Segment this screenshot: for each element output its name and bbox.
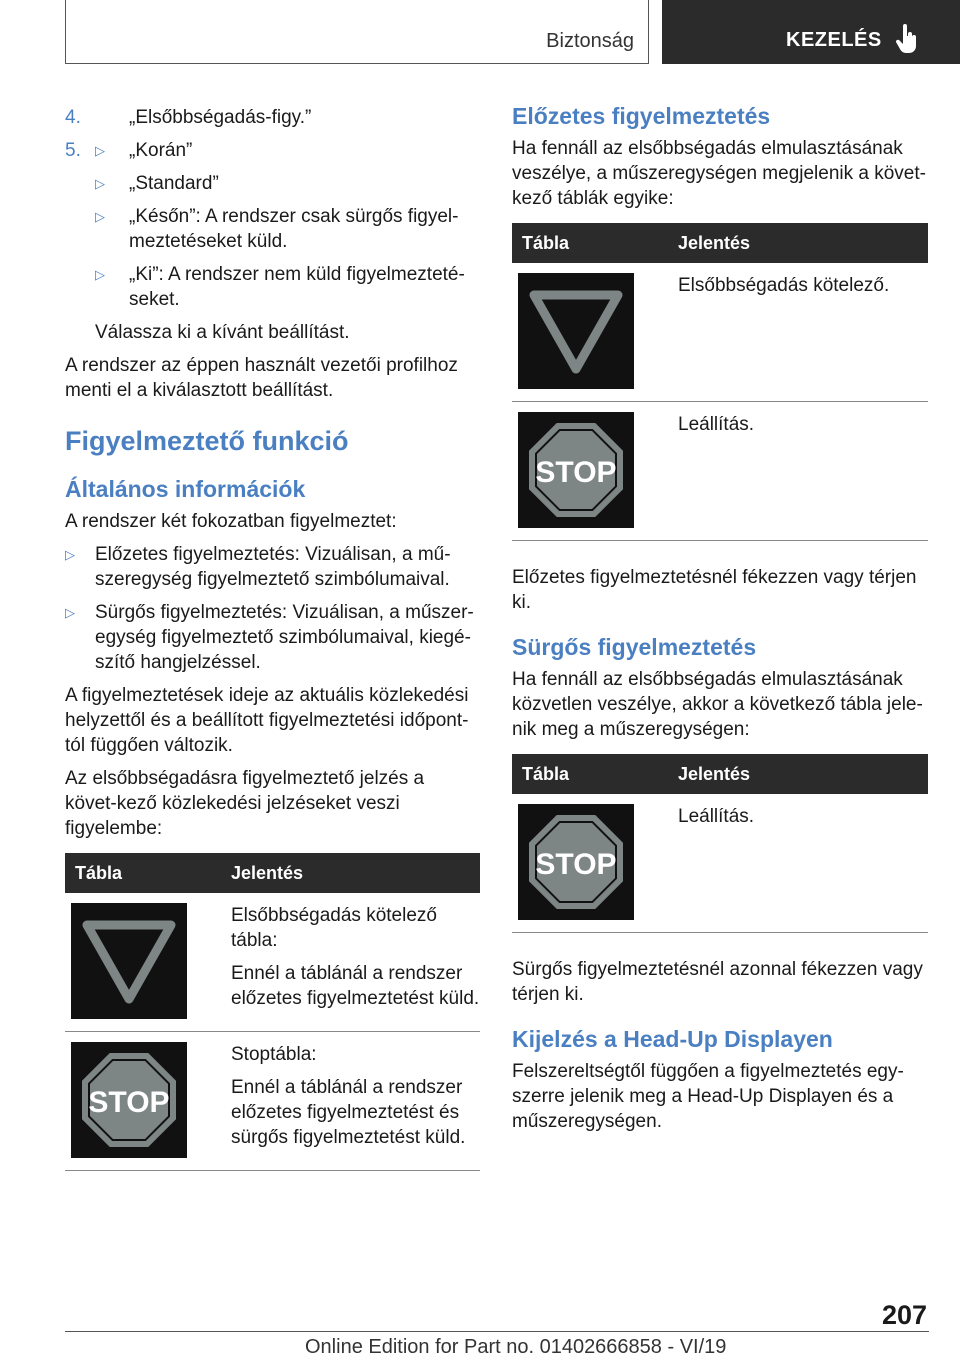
heading-warning-function: Figyelmeztető funkció [65, 426, 349, 456]
table-row [512, 263, 928, 402]
footer-edition: Online Edition for Part no. 01402666858 - VI/19 [305, 1336, 727, 1358]
sub-item-text: „Standard” [129, 173, 219, 194]
signs-note-text: Az elsőbbségadásra figyelmeztető jelzés a követ-kező közlekedési jelzéseket veszi figyelembe: [65, 768, 425, 839]
sub-item-text: „Későn”: A rendszer csak sürgős figyel-meztetéseket küld. [129, 206, 459, 252]
table-cell-sign [512, 794, 678, 933]
header-section-title: Biztonság [546, 30, 634, 52]
table-cell-meaning: Elsőbbségadás kötelező. [678, 263, 928, 402]
table-cell-sign [65, 893, 231, 1032]
table-header-sign: Tábla [512, 223, 678, 263]
step-text: „Korán” [129, 140, 193, 161]
heading-hud: Kijelzés a Head-Up Displayen [512, 1026, 833, 1052]
bullet-text: Sürgős figyelmeztetés: Vizuálisan, a műszer-egység figyelmeztető szimbólumaival, kiegé-szítő hangjelzéssel. [95, 602, 474, 673]
pre-action-text: Előzetes figyelmeztetésnél fékezzen vagy térjen ki. [512, 567, 917, 613]
table-header-row [512, 754, 928, 794]
triangle-bullet-icon: ▷ [95, 176, 105, 191]
heading-urgent-warning: Sürgős figyelmeztetés [512, 634, 757, 660]
stop-sign-icon [71, 1042, 187, 1158]
table-cell-meaning: Leállítás. [678, 402, 928, 541]
step-item [65, 138, 480, 163]
svg-text:STOP: STOP [535, 456, 617, 489]
footer-divider [65, 1331, 929, 1332]
table-cell-sign [512, 263, 678, 402]
stop-sign-icon [518, 412, 634, 528]
header-chapter-title: KEZELÉS [786, 29, 882, 51]
triangle-bullet-icon: ▷ [65, 605, 75, 620]
table-header-row [512, 223, 928, 263]
step-number: 4. [65, 107, 81, 128]
sub-item [65, 171, 480, 196]
urgent-warning-table [512, 754, 928, 933]
triangle-bullet-icon: ▷ [95, 143, 105, 158]
svg-text:STOP: STOP [88, 1086, 170, 1119]
sub-item [65, 262, 480, 312]
table-row [65, 893, 480, 1032]
yield-sign-icon [518, 273, 634, 389]
table-header-sign: Tábla [65, 853, 231, 893]
page-number: 207 [881, 1300, 927, 1330]
triangle-bullet-icon: ▷ [65, 547, 75, 562]
table-cell-sign [65, 1032, 231, 1171]
pre-intro-text: Ha fennáll az elsőbbségadás elmulasztásának veszélye, a műszeregységen megjelenik a követ-kező táblák egyike: [512, 138, 926, 209]
right-column [512, 88, 928, 1142]
table-header-meaning: Jelentés [231, 853, 480, 893]
hud-text: Felszereltségtől függően a figyelmeztetés egy-szerre jelenik meg a Head-Up Displayen és a műszeregységen. [512, 1061, 904, 1132]
svg-text:STOP: STOP [535, 848, 617, 881]
table-cell-meaning: Leállítás. [678, 794, 928, 933]
table-row [512, 402, 928, 541]
table-header-meaning: Jelentés [678, 223, 928, 263]
meaning-line: Elsőbbségadás kötelező tábla: [231, 905, 437, 951]
signs-table [65, 853, 480, 1171]
urgent-action-text: Sürgős figyelmeztetésnél azonnal fékezzen vagy térjen ki. [512, 959, 923, 1005]
header-section-box [65, 0, 649, 64]
table-cell-meaning [231, 1032, 480, 1171]
step-item [65, 105, 480, 130]
stop-sign-icon [518, 804, 634, 920]
header-chapter-tab [662, 0, 960, 64]
heading-pre-warning: Előzetes figyelmeztetés [512, 103, 771, 129]
triangle-bullet-icon: ▷ [95, 209, 105, 224]
step-number: 5. [65, 140, 81, 161]
meaning-line: Stoptábla: [231, 1044, 317, 1065]
table-row [65, 1032, 480, 1171]
meaning-line: Ennél a táblánál a rendszer előzetes figyelmeztetést küld. [231, 963, 480, 1009]
sub-item-text: „Ki”: A rendszer nem küld figyelmezteté-seket. [129, 264, 465, 310]
profile-note: A rendszer az éppen használt vezetői profilhoz menti el a kiválasztott beállítást. [65, 355, 458, 401]
table-cell-sign [512, 402, 678, 541]
triangle-bullet-icon: ▷ [95, 267, 105, 282]
pointing-hand-icon [894, 24, 920, 54]
table-header-meaning: Jelentés [678, 754, 928, 794]
table-header-sign: Tábla [512, 754, 678, 794]
sub-item [65, 204, 480, 254]
table-header-row [65, 853, 480, 893]
choose-setting-text: Válassza ki a kívánt beállítást. [95, 322, 350, 343]
bullet-text: Előzetes figyelmeztetés: Vizuálisan, a mű-szeregység figyelmeztető szimbólumaival. [95, 544, 451, 590]
heading-general-info: Általános információk [65, 476, 306, 502]
yield-sign-icon [71, 903, 187, 1019]
pre-warning-table [512, 223, 928, 541]
step-text: „Elsőbbségadás-figy.” [129, 107, 312, 128]
meaning-line: Ennél a táblánál a rendszer előzetes figyelmeztetést és sürgős figyelmeztetést küld. [231, 1077, 466, 1148]
bullet-item [65, 542, 480, 592]
table-cell-meaning [231, 893, 480, 1032]
table-row [512, 794, 928, 933]
left-column [65, 105, 480, 1171]
timing-text: A figyelmeztetések ideje az aktuális közlekedési helyzettől és a beállított figyelmeztetési időpont-tól függően változik. [65, 685, 469, 756]
urgent-intro-text: Ha fennáll az elsőbbségadás elmulasztásának közvetlen veszélye, akkor a következő tábla jele-nik meg a műszeregységen: [512, 669, 923, 740]
two-stage-text: A rendszer két fokozatban figyelmeztet: [65, 511, 397, 532]
bullet-item [65, 600, 480, 675]
